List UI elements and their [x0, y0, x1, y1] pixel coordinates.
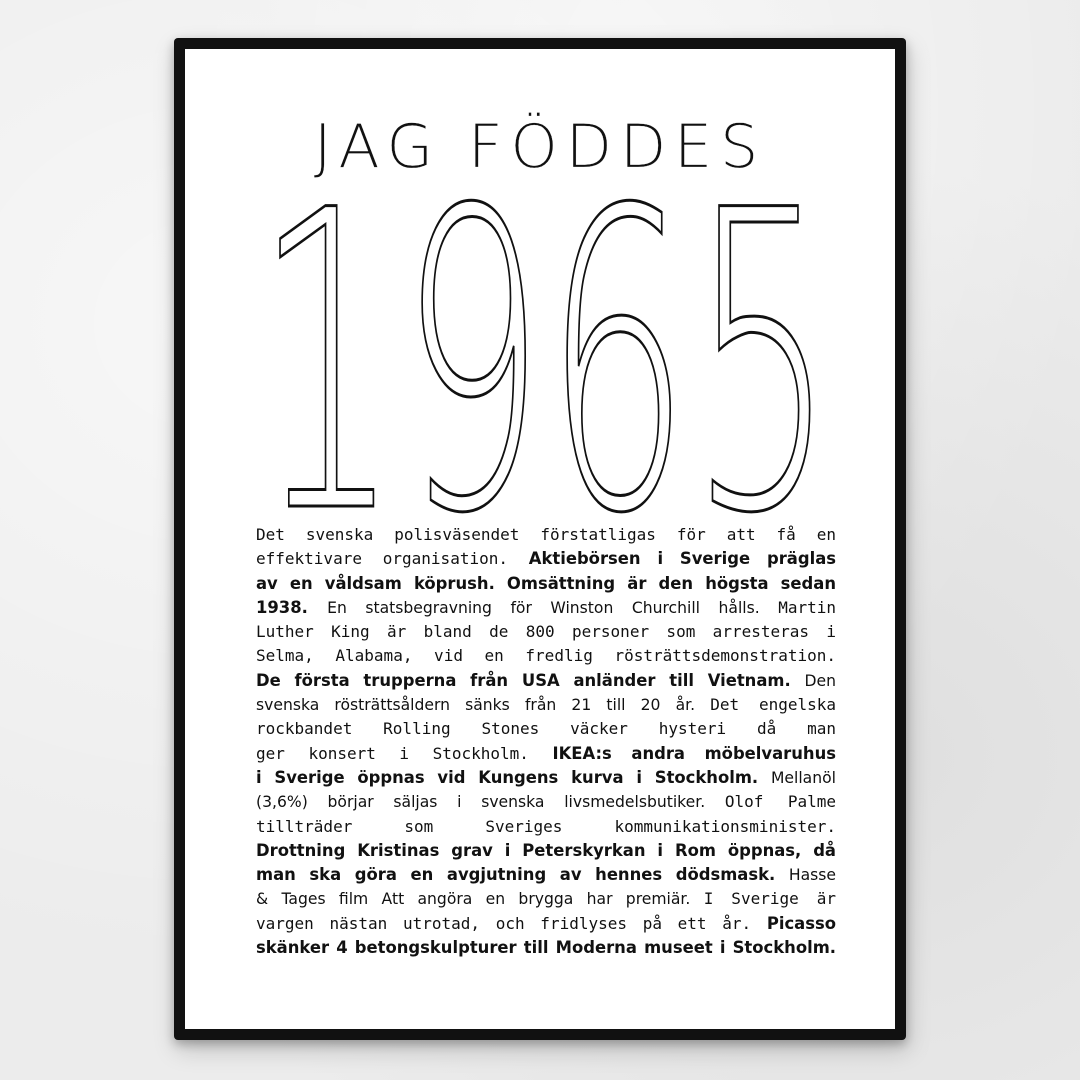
body-segment: & Tages film Att angöra en brygga har premiär. — [256, 890, 704, 909]
poster-heading: JAG FÖDDES — [313, 112, 767, 182]
body-line — [256, 863, 836, 887]
body-segment: I Sverige är — [703, 889, 836, 909]
body-line — [256, 912, 836, 936]
body-segment: Den — [804, 671, 836, 690]
body-line — [256, 523, 836, 547]
body-line — [256, 572, 836, 596]
body-line — [256, 717, 836, 741]
body-segment: man ska göra en avgjutning av hennes dödsmask. — [256, 865, 789, 885]
body-line — [256, 742, 836, 766]
body-segment: Det svenska polisväsendet förstatligas för att få en — [256, 525, 836, 544]
body-line — [256, 669, 836, 693]
body-segment: Drottning Kristinas grav i Peterskyrkan i Rom öppnas, då — [256, 840, 836, 860]
poster-year-text: 1965 — [255, 194, 835, 524]
body-segment: De första trupperna från USA anländer till Vietnam. — [256, 670, 805, 690]
body-line — [256, 815, 836, 839]
poster-paper — [185, 49, 895, 1029]
body-segment: rockbandet Rolling Stones väcker hysteri då man — [256, 719, 836, 739]
body-line — [256, 936, 836, 960]
body-segment: tillträder som Sveriges kommunikationsminister. — [256, 816, 836, 836]
body-segment: ger konsert i Stockholm. — [256, 743, 553, 763]
poster-frame — [174, 38, 906, 1040]
body-segment: Olof Palme — [724, 792, 837, 812]
body-line — [256, 693, 836, 717]
body-segment: i Sverige öppnas vid Kungens kurva i Stockholm. — [256, 767, 771, 787]
body-segment: av en våldsam köprush. Omsättning är den högsta sedan — [256, 573, 836, 593]
body-segment: skänker 4 betongskulpturer till Moderna museet i Stockholm. — [256, 938, 836, 958]
body-segment: (3,6%) börjar säljas i svenska livsmedelsbutiker. — [256, 793, 725, 812]
poster-body-text — [256, 523, 836, 960]
body-segment: Mellanöl — [770, 768, 836, 787]
body-segment: 1938. — [256, 597, 328, 617]
body-segment: Selma, Alabama, vid en fredlig rösträttsdemonstration. — [256, 646, 836, 666]
body-line — [256, 620, 836, 644]
body-segment: svenska rösträttsåldern sänks från 21 till 20 år. — [256, 696, 711, 715]
body-segment: Aktiebörsen i Sverige präglas — [528, 549, 837, 569]
body-segment: Picasso — [766, 913, 836, 933]
body-segment: Hasse — [788, 866, 836, 885]
body-line — [256, 790, 836, 814]
body-segment: Luther King är bland de 800 personer som arresteras i — [256, 622, 836, 642]
body-segment: vargen nästan utrotad, och fridlyses på ett år. — [256, 913, 767, 933]
body-line — [256, 887, 836, 911]
body-line — [256, 596, 836, 620]
body-segment: Martin — [778, 597, 836, 617]
body-segment: effektivare organisation. — [256, 549, 529, 569]
body-segment: Det engelska — [710, 695, 837, 715]
body-line — [256, 547, 836, 571]
body-line — [256, 839, 836, 863]
body-segment: En statsbegravning för Winston Churchill hålls. — [327, 598, 779, 617]
body-line — [256, 766, 836, 790]
body-segment: IKEA:s andra möbelvaruhus — [552, 743, 836, 763]
poster-year — [245, 194, 845, 524]
body-line — [256, 644, 836, 668]
